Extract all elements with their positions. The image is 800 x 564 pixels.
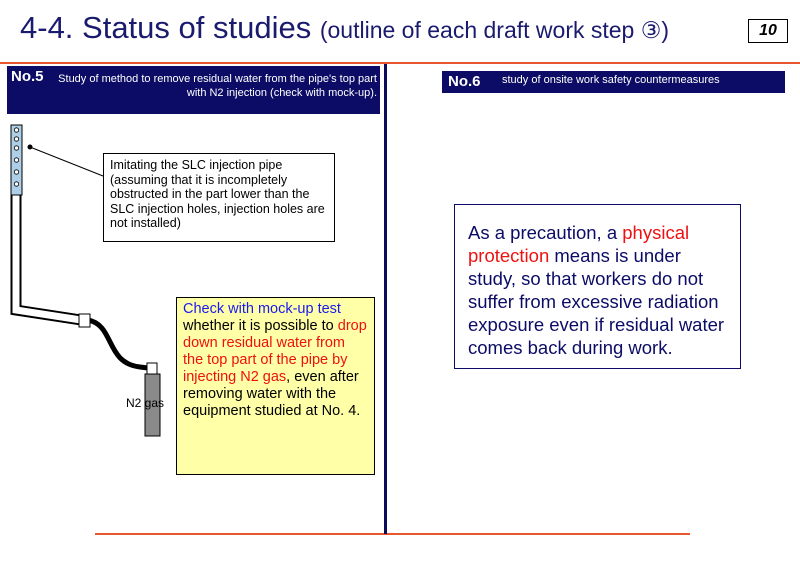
precaution-text-end: means is under study, so that workers do not suffer from excessive radiation exposure even if residual water comes back during work. [468,245,725,358]
check-text-blue: Check with mock-up test [183,301,341,317]
page-number: 10 [748,19,788,43]
title-main: 4-4. Status of studies [20,10,312,45]
title-subtitle: (outline of each draft work step ③) [319,17,670,43]
injection-hole [14,128,18,132]
precaution-text-start: As a precaution, a [468,222,623,243]
top-divider [0,62,800,64]
injection-hole [14,146,18,150]
no6-header [442,71,785,93]
no5-header [7,66,380,114]
no5-description: Study of method to remove residual water from the pipe's top part with N2 injection (check with mock-up). [58,73,377,99]
pipe-callout: Imitating the SLC injection pipe (assuming that it is incompletely obstructed in the part lower than the SLC injection holes, injection holes are not installed) [103,153,335,242]
check-text-plain: whether it is possible to [183,318,338,334]
callout-leader-dot [28,145,33,150]
pipe-coupling [79,314,90,327]
pipe-inner [16,195,81,320]
precaution-box [454,204,741,369]
mockup-check-box [176,297,375,475]
check-text-red: drop down residual water from the top part of the pipe by injecting N2 gas [183,318,367,385]
n2-gas-label: N2 gas [126,396,165,410]
injection-hole [14,137,18,141]
column-divider [384,64,387,534]
callout-leader-line [30,147,103,176]
no6-label: No.6 [448,73,481,90]
n2-hose [88,320,148,368]
injection-hole [14,182,18,186]
no5-label: No.5 [11,68,44,85]
cylinder-valve [147,363,157,374]
check-text-end: , even after removing water with the equipment studied at No. 4. [183,369,361,419]
precaution-text-red: physical protection [468,222,690,266]
no6-description: study of onsite work safety countermeasures [502,74,720,86]
pipe-outline [16,195,81,320]
page-title [20,10,669,46]
bottom-divider [95,533,690,535]
injection-hole [14,158,18,162]
injection-hole [14,170,18,174]
